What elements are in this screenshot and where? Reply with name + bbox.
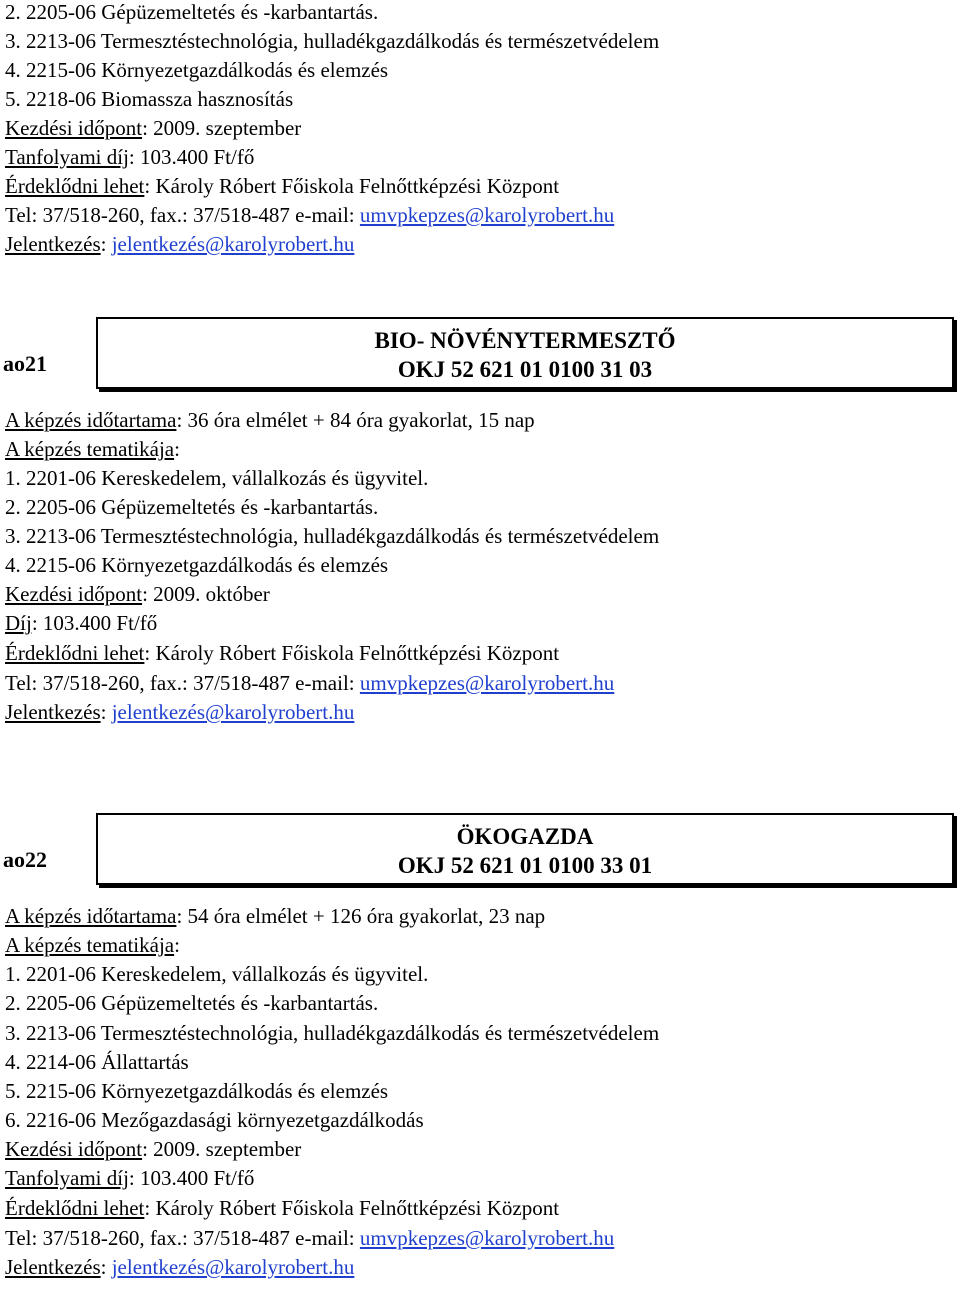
start-date-line <box>5 582 270 606</box>
apply-label: Jelentkezés <box>5 1255 101 1279</box>
topics-sep: : <box>174 437 180 461</box>
topics-label: A képzés tematikája <box>5 437 175 461</box>
course-title: ÖKOGAZDA <box>456 824 594 849</box>
start-date-value: : 2009. szeptember <box>142 116 302 140</box>
apply-line <box>5 700 354 724</box>
course-okj: OKJ 52 621 01 0100 33 01 <box>397 853 653 878</box>
course-title-box <box>96 317 954 389</box>
info-line <box>5 1196 559 1220</box>
fee-label: Tanfolyami díj <box>5 1166 129 1190</box>
info-value: : Károly Róbert Főiskola Felnőttképzési Központ <box>144 641 560 665</box>
email-link[interactable]: umvpkepzes@karolyrobert.hu <box>359 671 615 695</box>
list-item: 5. 2218-06 Biomassza hasznosítás <box>5 87 294 111</box>
topics-label: A képzés tematikája <box>5 933 175 957</box>
list-item: 1. 2201-06 Kereskedelem, vállalkozás és ügyvitel. <box>5 962 429 986</box>
start-date-value: : 2009. október <box>142 582 270 606</box>
apply-sep: : <box>100 1255 112 1279</box>
list-item: 1. 2201-06 Kereskedelem, vállalkozás és ügyvitel. <box>5 466 429 490</box>
list-item: 3. 2213-06 Termesztéstechnológia, hulladékgazdálkodás és természetvédelem <box>5 524 660 548</box>
list-item: 2. 2205-06 Gépüzemeltetés és -karbantartás. <box>5 991 379 1015</box>
apply-sep: : <box>100 232 112 256</box>
start-date-line <box>5 1137 301 1161</box>
fee-value: : 103.400 Ft/fő <box>128 1166 255 1190</box>
fee-line <box>5 145 254 169</box>
duration-line <box>5 408 535 432</box>
contact-line <box>5 203 614 227</box>
contact-line <box>5 1226 614 1250</box>
apply-email-link[interactable]: jelentkezés@karolyrobert.hu <box>111 232 355 256</box>
fee-label: Díj <box>5 611 32 635</box>
info-value: : Károly Róbert Főiskola Felnőttképzési Központ <box>144 174 560 198</box>
apply-label: Jelentkezés <box>5 232 101 256</box>
start-date-label: Kezdési időpont <box>5 582 143 606</box>
duration-line <box>5 904 545 928</box>
info-line <box>5 174 559 198</box>
info-value: : Károly Róbert Főiskola Felnőttképzési Központ <box>144 1196 560 1220</box>
tel-text: Tel: 37/518-260, fax.: 37/518-487 e-mail: <box>5 671 360 695</box>
fee-line <box>5 611 157 635</box>
email-link[interactable]: umvpkepzes@karolyrobert.hu <box>359 203 615 227</box>
info-label: Érdeklődni lehet <box>5 1196 145 1220</box>
apply-label: Jelentkezés <box>5 700 101 724</box>
info-label: Érdeklődni lehet <box>5 174 145 198</box>
list-item: 2. 2205-06 Gépüzemeltetés és -karbantartás. <box>5 0 379 24</box>
info-line <box>5 641 559 665</box>
tel-text: Tel: 37/518-260, fax.: 37/518-487 e-mail: <box>5 203 360 227</box>
list-item: 6. 2216-06 Mezőgazdasági környezetgazdálkodás <box>5 1108 424 1132</box>
apply-sep: : <box>100 700 112 724</box>
apply-line <box>5 232 354 256</box>
course-okj: OKJ 52 621 01 0100 31 03 <box>397 357 653 382</box>
apply-line <box>5 1255 354 1279</box>
course-code: ao22 <box>3 847 47 872</box>
email-link[interactable]: umvpkepzes@karolyrobert.hu <box>359 1226 615 1250</box>
list-item: 2. 2205-06 Gépüzemeltetés és -karbantartás. <box>5 495 379 519</box>
list-item: 3. 2213-06 Termesztéstechnológia, hulladékgazdálkodás és természetvédelem <box>5 29 660 53</box>
course-code: ao21 <box>3 351 47 376</box>
start-date-label: Kezdési időpont <box>5 1137 143 1161</box>
fee-label: Tanfolyami díj <box>5 145 129 169</box>
tel-text: Tel: 37/518-260, fax.: 37/518-487 e-mail: <box>5 1226 360 1250</box>
duration-value: : 36 óra elmélet + 84 óra gyakorlat, 15 nap <box>176 408 535 432</box>
apply-email-link[interactable]: jelentkezés@karolyrobert.hu <box>111 1255 355 1279</box>
start-date-label: Kezdési időpont <box>5 116 143 140</box>
list-item: 5. 2215-06 Környezetgazdálkodás és elemzés <box>5 1079 389 1103</box>
topics-line <box>5 933 180 957</box>
info-label: Érdeklődni lehet <box>5 641 145 665</box>
start-date-line <box>5 116 301 140</box>
duration-label: A képzés időtartama <box>5 408 177 432</box>
list-item: 4. 2215-06 Környezetgazdálkodás és elemzés <box>5 553 389 577</box>
topics-sep: : <box>174 933 180 957</box>
course-title-box <box>96 813 954 885</box>
duration-label: A képzés időtartama <box>5 904 177 928</box>
fee-line <box>5 1166 254 1190</box>
list-item: 4. 2214-06 Állattartás <box>5 1050 189 1074</box>
apply-email-link[interactable]: jelentkezés@karolyrobert.hu <box>111 700 355 724</box>
contact-line <box>5 671 614 695</box>
topics-line <box>5 437 180 461</box>
list-item: 4. 2215-06 Környezetgazdálkodás és elemzés <box>5 58 389 82</box>
course-title: BIO- NÖVÉNYTERMESZTŐ <box>374 328 676 353</box>
fee-value: : 103.400 Ft/fő <box>128 145 255 169</box>
fee-value: : 103.400 Ft/fő <box>31 611 158 635</box>
start-date-value: : 2009. szeptember <box>142 1137 302 1161</box>
list-item: 3. 2213-06 Termesztéstechnológia, hulladékgazdálkodás és természetvédelem <box>5 1021 660 1045</box>
duration-value: : 54 óra elmélet + 126 óra gyakorlat, 23 nap <box>176 904 546 928</box>
